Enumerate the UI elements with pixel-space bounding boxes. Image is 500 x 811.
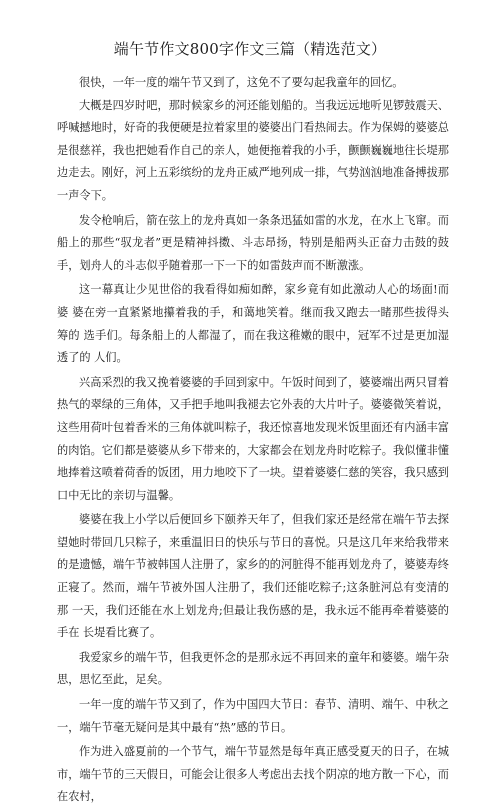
paragraph-8: 一年一度的端午节又到了，作为中国四大节日：春节、清明、端午、中秋之 一，端午节毫无疑问是其中最有“热”感的节日。 (57, 698, 449, 734)
paragraph-5: 兴高采烈的我又挽着婆婆的手回到家中。午饭时间到了，婆婆端出两只冒着 热气的翠绿的三角体，又手把手地叫我褪去它外表的大片叶子。婆婆微笑着说， 这些用荷叶包着香米的三角体就叫粽子，我还惊喜地发现米饭里面还有内涵丰富 的肉馅。它们都是婆婆从乡下带来的，大家都会在划龙舟时吃粽子。我似懂非懂 地捧着这喷着荷香的饭团，用力地咬下了一块。望着婆婆仁慈的笑容，我只感到 口中无比的亲切与温馨。 (57, 375, 449, 502)
paragraph-4: 这一幕真让少见世俗的我看得如痴如醉，家乡竟有如此激动人心的场面!而婆 婆在旁一直紧紧地攥着我的手，和蔼地笑着。继而我又跑去一睹那些拔得头筹的 选手们。每条船上的人都湿了，而在我这稚嫩的眼中，冠军不过是更加湿透了的 人们。 (57, 283, 449, 365)
paragraph-9: 作为进入盛夏前的一个节气，端午节显然是每年真正感受夏天的日子，在城 市，端午节的三天假日，可能会让很多人考虑出去找个阴凉的地方散一下心，而 在农村， (57, 745, 449, 804)
paragraph-3: 发令枪响后，箭在弦上的龙舟真如一条条迅猛如雷的水龙，在水上飞窜。而 船上的那些“驭龙者”更是精神抖擞、斗志昂扬，特别是船两头正奋力击鼓的鼓 手，划舟人的斗志似乎随着那一下一下的如雷鼓声而不断激涨。 (57, 213, 449, 272)
document-body (57, 72, 449, 811)
paragraph-2: 大概是四岁时吧，那时候家乡的河还能划船的。当我远远地听见锣鼓震天、 呼喊撼地时，好奇的我便硬是拉着家里的婆婆出门看热闹去。作为保姆的婆婆总 是很慈祥，我也把她看作自己的亲人，她便拖着我的小手，颤颤巍巍地往长堤那 边走去。刚好，河上五彩缤纷的龙舟正威严地列成一排，气势汹汹地准备搏拔那 一声令下。 (57, 98, 449, 202)
paragraph-7: 我爱家乡的端午节，但我更怀念的是那永远不再回来的童年和婆婆。端午杂 思，思忆至此，足矣。 (57, 650, 449, 687)
document-title: 端午节作文800字作文三篇（精选范文） (113, 40, 387, 58)
paragraph-6: 婆婆在我上小学以后便回乡下颐养天年了，但我们家还是经常在端午节去探 望她时带回几只粽子，来重温旧日的快乐与节日的喜悦。只是这几年来给我带来 的是遗憾，端午节被韩国人注册了，家乡的的河脏得不能再划龙舟了，婆婆寿终 正寝了。然而，端午节被外国人注册了，我们还能吃粽子;这条脏河总有变清的那 一天，我们还能在水上划龙舟;但最让我伤感的是，我永远不能再牵着婆婆的手在 长堤看比赛了。 (57, 513, 449, 640)
paragraph-1: 很快，一年一度的端午节又到了，这免不了要勾起我童年的回忆。 (79, 76, 404, 89)
